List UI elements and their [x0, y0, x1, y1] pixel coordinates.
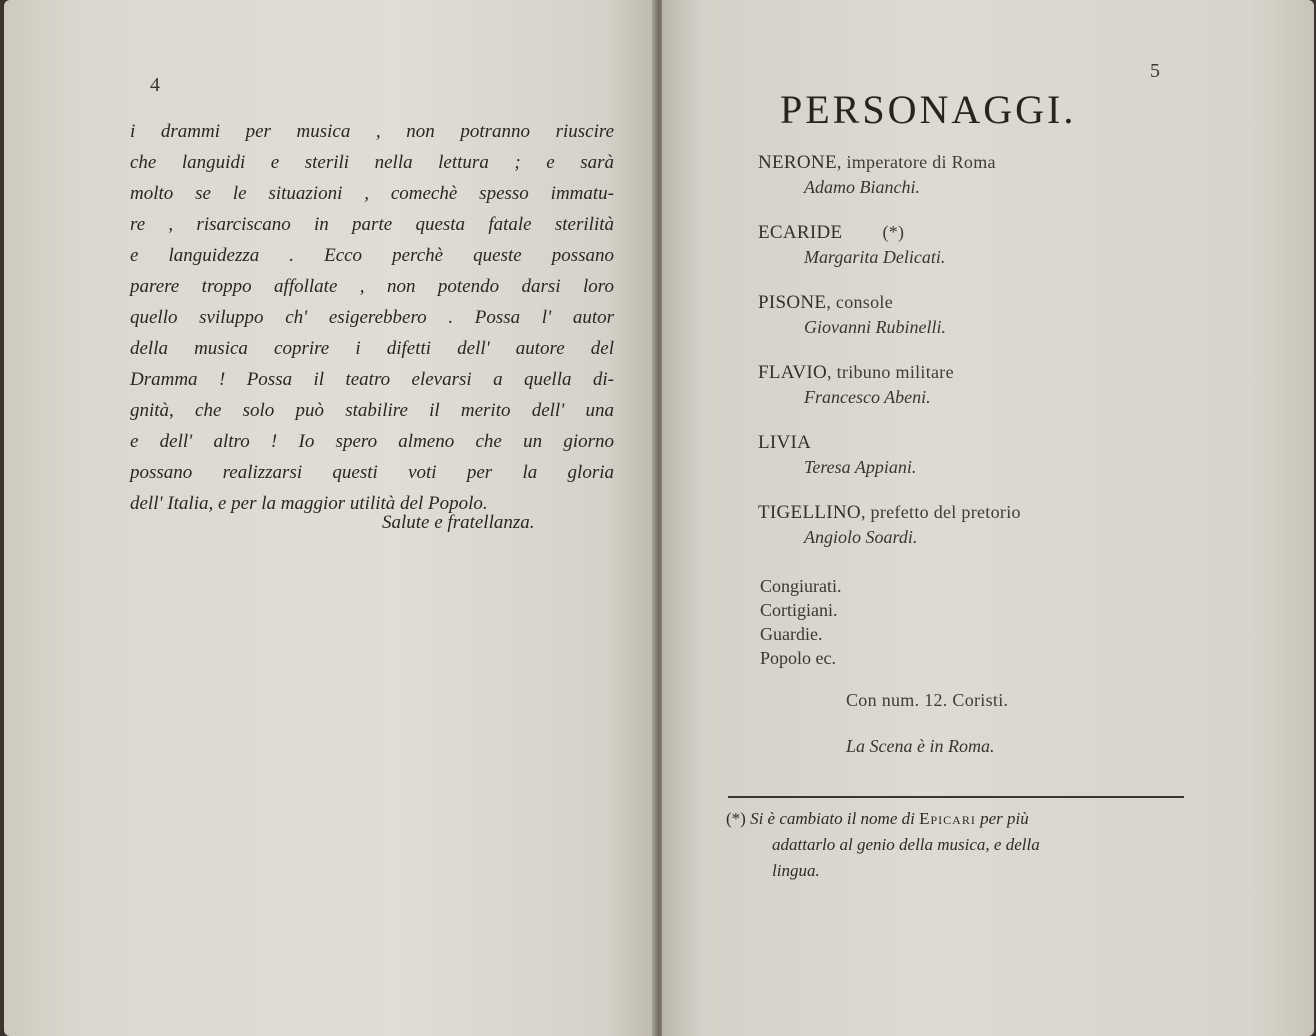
performer-name: Francesco Abeni.: [804, 387, 931, 407]
role-description: (*): [882, 222, 905, 242]
page-title: PERSONAGGI.: [780, 87, 1077, 132]
prose-line: quello sviluppo ch' esigerebbero . Possa l' autor: [130, 307, 614, 328]
cast-list: [758, 150, 1258, 570]
left-page: [4, 0, 656, 1036]
right-page: [662, 0, 1314, 1036]
prose-line: e languidezza . Ecco perchè queste possano: [130, 245, 614, 266]
prose-line: molto se le situazioni , comechè spesso immatu-: [130, 183, 614, 204]
footnote-divider: [728, 796, 1184, 798]
role-name: FLAVIO: [758, 362, 828, 383]
cast-entry: [758, 500, 1258, 570]
ensemble-item: Guardie.: [760, 624, 823, 644]
performer-name: Giovanni Rubinelli.: [804, 317, 946, 337]
footnote-name: Epicari: [919, 809, 976, 828]
prose-line: re , risarciscano in parte questa fatale sterilità: [130, 214, 614, 235]
footnote: [726, 806, 1196, 884]
prose-line: parere troppo affollate , non potendo darsi loro: [130, 276, 614, 297]
scene-note: La Scena è in Roma.: [846, 736, 995, 756]
prose-text: [130, 116, 614, 519]
role-line: [758, 360, 1258, 385]
role-line: [758, 220, 1258, 245]
footnote-text: Si è cambiato il nome di: [750, 809, 915, 828]
ensemble-item: Congiurati.: [760, 576, 842, 596]
ensemble-item: Cortigiani.: [760, 600, 838, 620]
ensemble-list: [760, 574, 842, 670]
ensemble-item: Popolo ec.: [760, 648, 836, 668]
prose-line: della musica coprire i difetti dell' autore del: [130, 338, 614, 359]
performer-name: Margarita Delicati.: [804, 247, 946, 267]
role-line: [758, 150, 1258, 175]
closing-salutation: Salute e fratellanza.: [382, 512, 535, 533]
role-name: PISONE: [758, 292, 827, 313]
role-name: NERONE: [758, 152, 837, 173]
prose-line: gnità, che solo può stabilire il merito dell' una: [130, 400, 614, 421]
prose-line: i drammi per musica , non potranno riuscire: [130, 121, 614, 142]
performer-name: Teresa Appiani.: [804, 457, 917, 477]
role-description: , console: [826, 292, 893, 312]
role-line: [758, 500, 1258, 525]
role-name: ECARIDE: [758, 222, 843, 243]
role-line: [758, 430, 1258, 455]
prose-line: dell' Italia, e per la maggior utilità del Popolo.: [130, 493, 488, 514]
footnote-line: adattarlo al genio della musica, e della: [772, 835, 1040, 854]
role-name: TIGELLINO: [758, 502, 861, 523]
prose-line: che languidi e sterili nella lettura ; e sarà: [130, 152, 614, 173]
page-number: 4: [150, 74, 160, 96]
performer-name: Angiolo Soardi.: [804, 527, 918, 547]
role-description: , imperatore di Roma: [836, 152, 996, 172]
cast-entry: [758, 290, 1258, 360]
page-number: 5: [1150, 60, 1160, 82]
role-description: , tribuno militare: [827, 362, 954, 382]
role-line: [758, 290, 1258, 315]
cast-entry: [758, 150, 1258, 220]
footnote-text: per più: [980, 809, 1029, 828]
prose-line: e dell' altro ! Io spero almeno che un giorno: [130, 431, 614, 452]
cast-entry: [758, 430, 1258, 500]
cast-entry: [758, 220, 1258, 290]
footnote-mark: (*): [726, 809, 746, 828]
chorus-note: Con num. 12. Coristi.: [846, 690, 1009, 710]
performer-name: Adamo Bianchi.: [804, 177, 920, 197]
prose-line: possano realizzarsi questi voti per la gloria: [130, 462, 614, 483]
footnote-line: lingua.: [772, 861, 820, 880]
prose-line: Dramma ! Possa il teatro elevarsi a quella di-: [130, 369, 614, 390]
role-description: , prefetto del pretorio: [860, 502, 1021, 522]
role-name: LIVIA: [758, 432, 812, 453]
cast-entry: [758, 360, 1258, 430]
